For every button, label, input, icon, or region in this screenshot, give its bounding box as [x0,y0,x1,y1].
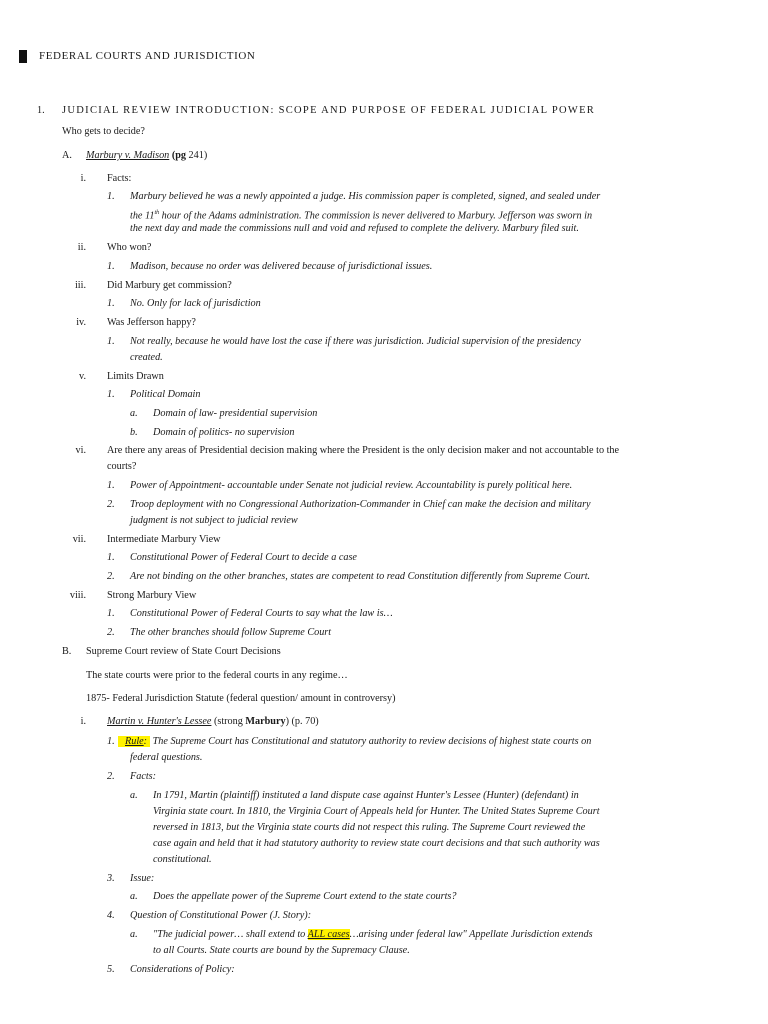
list-item: Strong Marbury View [107,590,197,601]
roman-numeral: v. [79,371,86,382]
list-number: 1. [107,389,115,400]
list-item: Does the appellate power of the Supreme Court extend to the state courts? [153,891,457,902]
list-item: No. Only for lack of jurisdiction [130,298,261,309]
rule-highlight [118,736,150,747]
list-item: Limits Drawn [107,371,164,382]
quote-text: "The judicial power… shall extend to [153,929,308,940]
list-number: 2. [107,499,115,510]
roman-numeral: i. [80,716,86,727]
facts-text: hour of the Adams administration. The commission is never delivered to Marbury. Jefferson was sworn in [159,210,593,222]
list-item: Power of Appointment- accountable under Senate not judicial review. Accountability is purely political here. [130,480,573,491]
list-letter: a. [130,790,138,801]
list-number: 4. [107,910,115,921]
list-item: courts? [107,461,137,472]
quote-line [153,928,593,942]
list-item: Facts: [130,771,157,782]
list-number: 3. [107,873,115,884]
list-number: 2. [107,571,115,582]
list-letter: b. [130,427,138,438]
list-letter: a. [130,408,138,419]
list-item: Question of Constitutional Power (J. Story): [130,910,312,921]
list-item: Are there any areas of Presidential decision making where the President is the only decision maker and not accountable to the [107,445,620,456]
facts-line: case again and held that it had statutory authority to review state court decisions and that such authority was [153,838,600,849]
document-header: FEDERAL COURTS AND JURISDICTION [39,50,256,62]
list-item: Domain of law- presidential supervision [153,408,318,419]
section-number: 1. [37,105,45,116]
rule-label: Rule [125,736,144,747]
quote-highlight: ALL cases [307,929,350,940]
list-number: 1. [107,336,115,347]
list-item: Considerations of Policy: [130,964,235,975]
case-name: Marbury v. Madison [86,150,170,161]
paragraph: The state courts were prior to the federal courts in any regime… [86,670,348,681]
list-number: 1. [107,298,115,309]
list-item: Not really, because he would have lost the case if there was jurisdiction. Judicial supervision of the presidency [130,336,581,347]
list-item: judgment is not subject to judicial review [130,515,298,526]
list-number: 1. [107,191,115,202]
list-item: Domain of politics- no supervision [153,427,295,438]
list-item: The other branches should follow Supreme Court [130,627,332,638]
list-number: 1. [107,552,115,563]
list-item: Who won? [107,242,152,253]
paragraph: 1875- Federal Jurisdiction Statute (federal question/ amount in controversy) [86,693,396,704]
superscript: th [154,210,160,216]
facts-line: Virginia state court. In 1810, the Virginia Court of Appeals held for Hunter. The United States Supreme Court [153,806,600,817]
list-number: 2. [107,627,115,638]
case-cite: ) (p. 70) [285,716,319,727]
case-heading [107,715,319,729]
rule-line: federal questions. [130,752,203,763]
subsection-b-heading: Supreme Court review of State Court Decisions [86,646,281,657]
list-letter: a. [130,891,138,902]
list-item: Are not binding on the other branches, states are competent to read Constitution differently from Supreme Court. [130,571,591,582]
list-item: Constitutional Power of Federal Court to decide a case [130,552,357,563]
subsection-label: B. [62,646,72,657]
list-item: Intermediate Marbury View [107,534,221,545]
facts-line: In 1791, Martin (plaintiff) instituted a land dispute case against Hunter's Lessee (Hunter) (defendant) in [153,790,579,801]
roman-numeral: viii. [69,590,86,601]
list-item: Was Jefferson happy? [107,317,196,328]
facts-text: the 11 [130,210,155,222]
facts-line: the next day and made the commissions null and void and refused to complete the delivery. Marbury filed suit. [130,223,579,234]
list-item: Political Domain [130,389,201,400]
list-item: Troop deployment with no Congressional Authorization-Commander in Chief can make the decision and military [130,499,591,510]
roman-numeral: i. [80,173,86,184]
section-title: JUDICIAL REVIEW INTRODUCTION: SCOPE AND PURPOSE OF FEDERAL JUDICIAL POWER [62,105,596,116]
facts-line: constitutional. [153,854,212,865]
roman-numeral: vi. [75,445,86,456]
roman-numeral: vii. [72,534,86,545]
quote-line: to all Courts. State courts are bound by the Supremacy Clause. [153,945,410,956]
rule-text: The Supreme Court has Constitutional and statutory authority to review decisions of highest state courts on [150,736,592,747]
roman-numeral: iii. [74,280,86,291]
case-bold: Marbury [245,716,286,727]
list-number: 5. [107,964,115,975]
facts-line [130,206,592,223]
rule-colon: : [143,736,148,747]
case-name: Martin v. Hunter's Lessee [107,716,212,727]
list-item: created. [130,352,163,363]
list-item: Constitutional Power of Federal Courts to say what the law is… [130,608,393,619]
roman-numeral: iv. [76,317,86,328]
list-item: Issue: [130,873,155,884]
cite-page: 241) [185,150,208,161]
facts-line: reversed in 1813, but the Virginia state courts did not respect this ruling. The Supreme Court reviewed the [153,822,586,833]
subsection-a-heading [86,149,207,163]
rule-line [118,735,591,749]
list-number: 1. [107,261,115,272]
list-item: Did Marbury get commission? [107,280,232,291]
list-number: 1. [107,608,115,619]
list-number: 1. [107,480,115,491]
case-text: (strong [211,716,246,727]
quote-text: …arising under federal law" Appellate Jurisdiction extends [349,929,593,940]
facts-line: Marbury believed he was a newly appointed a judge. His commission paper is completed, signed, and sealed under [130,191,601,202]
list-number: 2. [107,771,115,782]
heading-square-bullet [19,50,27,63]
list-number: 1. [107,736,115,747]
roman-numeral: ii. [77,242,86,253]
list-item: Madison, because no order was delivered because of jurisdictional issues. [130,261,433,272]
cite-prefix: (pg [171,150,186,161]
list-item: Facts: [107,173,132,184]
subsection-label: A. [62,150,72,161]
section-intro: Who gets to decide? [62,126,145,137]
list-letter: a. [130,929,138,940]
